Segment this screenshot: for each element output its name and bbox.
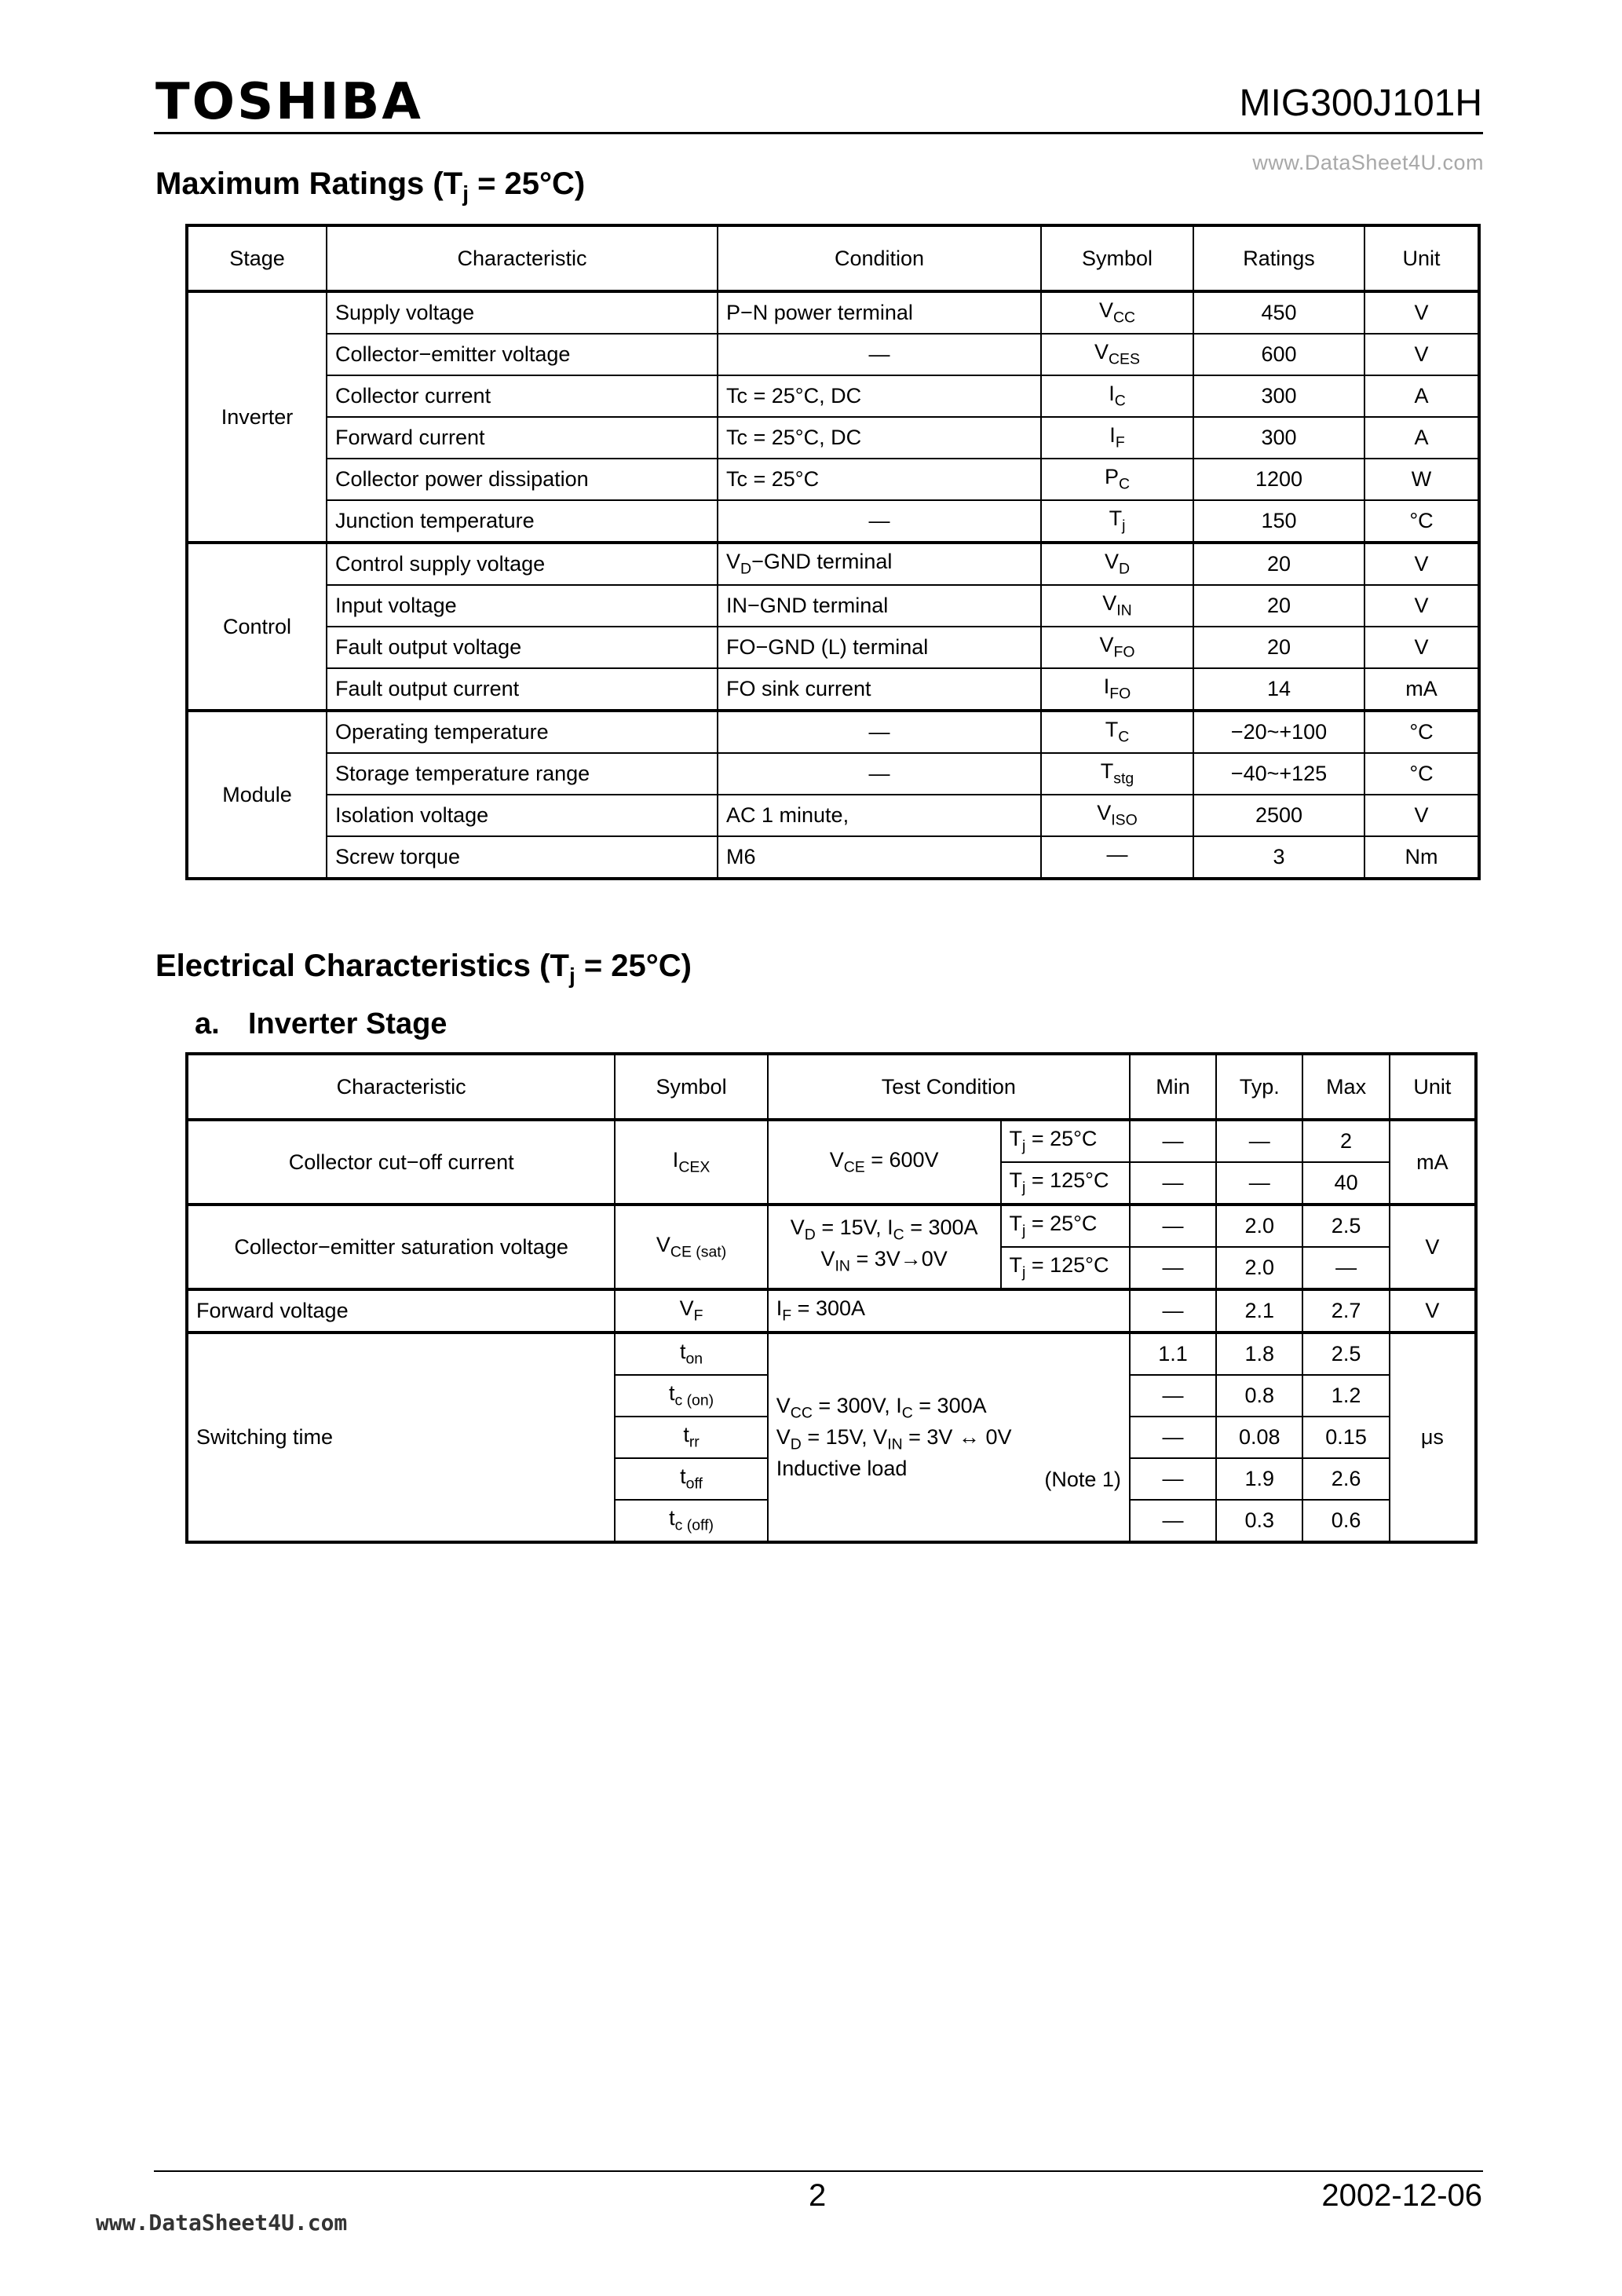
table-header-row: [187, 1054, 1476, 1120]
max-value: 2.7: [1302, 1289, 1389, 1333]
condition-cell: —: [718, 753, 1041, 795]
min-value: —: [1130, 1120, 1216, 1162]
rating-cell: 600: [1193, 334, 1364, 375]
table-row: [187, 753, 1479, 795]
condition-cell: Tc = 25°C, DC: [718, 375, 1041, 417]
characteristic-cell: Supply voltage: [327, 291, 718, 334]
characteristic-cell: Operating temperature: [327, 711, 718, 753]
table-row: [187, 500, 1479, 543]
forward-characteristic: Forward voltage: [187, 1289, 615, 1333]
symbol-cell: $P_C$: [1041, 459, 1193, 500]
max-value: 2.6: [1302, 1458, 1389, 1500]
characteristic-cell: Collector−emitter voltage: [327, 334, 718, 375]
col-header-symbol: Symbol: [615, 1054, 767, 1120]
symbol-cell: $V_D$: [1041, 543, 1193, 585]
tj-condition: $T_j = 25^\circ C$: [1001, 1205, 1130, 1247]
saturation-characteristic: Collector−emitter saturation voltage: [187, 1205, 615, 1289]
unit-cell: V: [1364, 291, 1479, 334]
unit-cell: °C: [1364, 711, 1479, 753]
tj-condition: $T_j = 125^\circ C$: [1001, 1162, 1130, 1205]
symbol-cell: $I_F$: [1041, 417, 1193, 459]
typ-value: 0.8: [1216, 1375, 1302, 1417]
inverter-stage-heading: [195, 1007, 447, 1041]
typ-value: 0.08: [1216, 1417, 1302, 1458]
unit-cell: V: [1364, 334, 1479, 375]
unit-cell: A: [1364, 417, 1479, 459]
rating-cell: 20: [1193, 627, 1364, 668]
min-value: 1.1: [1130, 1333, 1216, 1375]
rating-cell: 2500: [1193, 795, 1364, 836]
col-header-max: Max: [1302, 1054, 1389, 1120]
unit-cell: °C: [1364, 753, 1479, 795]
electrical-title-text: Electrical Characteristics: [155, 949, 532, 983]
symbol-cell: $T_{stg}$: [1041, 753, 1193, 795]
table-row: [187, 291, 1479, 334]
table-row: [187, 668, 1479, 711]
max-value: 0.15: [1302, 1417, 1389, 1458]
table-row: [187, 459, 1479, 500]
document-date: 2002-12-06: [1321, 2178, 1482, 2213]
rating-cell: 300: [1193, 417, 1364, 459]
max-value: 0.6: [1302, 1500, 1389, 1542]
unit-cell: mA: [1364, 668, 1479, 711]
table-row: [187, 1289, 1476, 1333]
symbol-cell: $I_C$: [1041, 375, 1193, 417]
condition-cell: IN−GND terminal: [718, 585, 1041, 627]
unit-cell: V: [1364, 795, 1479, 836]
unit-value: mA: [1390, 1120, 1476, 1205]
characteristic-cell: Forward current: [327, 417, 718, 459]
condition-cell: FO−GND (L) terminal: [718, 627, 1041, 668]
symbol-cell: $V_{IN}$: [1041, 585, 1193, 627]
max-value: 1.2: [1302, 1375, 1389, 1417]
switching-condition: $V_{CC} = 300V$, $I_C = 300A$ $V_D = 15V$, $V_{IN} = 3V$ ↔ 0V Inductive load (Note 1): [768, 1333, 1130, 1542]
unit-cell: V: [1364, 585, 1479, 627]
condition-cell: Tc = 25°C, DC: [718, 417, 1041, 459]
col-header-min: Min: [1130, 1054, 1216, 1120]
condition-cell: AC 1 minute,: [718, 795, 1041, 836]
max-value: —: [1302, 1247, 1389, 1289]
rating-cell: 300: [1193, 375, 1364, 417]
forward-symbol: $V_F$: [615, 1289, 767, 1333]
switching-symbol: $t_{on}$: [615, 1333, 767, 1375]
watermark-link-top[interactable]: www.DataSheet4U.com: [1252, 151, 1484, 174]
col-header-characteristic: Characteristic: [327, 225, 718, 291]
condition-cell: M6: [718, 836, 1041, 879]
symbol-cell: —: [1041, 836, 1193, 879]
min-value: —: [1130, 1289, 1216, 1333]
unit-value: V: [1390, 1205, 1476, 1289]
condition-cell: —: [718, 334, 1041, 375]
max-ratings-title-text: Maximum Ratings: [155, 166, 425, 201]
characteristic-cell: Junction temperature: [327, 500, 718, 543]
min-value: —: [1130, 1205, 1216, 1247]
table-row: [187, 836, 1479, 879]
unit-cell: Nm: [1364, 836, 1479, 879]
condition-cell: Tc = 25°C: [718, 459, 1041, 500]
cutoff-symbol: $I_{CEX}$: [615, 1120, 767, 1205]
col-header-typ: Typ.: [1216, 1054, 1302, 1120]
typ-value: 2.1: [1216, 1289, 1302, 1333]
col-header-unit: Unit: [1364, 225, 1479, 291]
table-row: [187, 543, 1479, 585]
table-row: [187, 375, 1479, 417]
switching-symbol: $t_{off}$: [615, 1458, 767, 1500]
unit-value: μs: [1390, 1333, 1476, 1542]
cutoff-characteristic: Collector cut−off current: [187, 1120, 615, 1205]
symbol-cell: $V_{CC}$: [1041, 291, 1193, 334]
footer-rule: [154, 2170, 1483, 2172]
note-reference: (Note 1): [1044, 1468, 1121, 1491]
symbol-cell: $T_C$: [1041, 711, 1193, 753]
rating-cell: 1200: [1193, 459, 1364, 500]
min-value: —: [1130, 1375, 1216, 1417]
table-row: [187, 1120, 1476, 1162]
typ-value: —: [1216, 1162, 1302, 1205]
typ-value: 1.8: [1216, 1333, 1302, 1375]
rating-cell: 3: [1193, 836, 1364, 879]
symbol-cell: $V_{FO}$: [1041, 627, 1193, 668]
col-header-condition: Condition: [718, 225, 1041, 291]
switching-symbol: $t_{c (off)}$: [615, 1500, 767, 1542]
unit-cell: W: [1364, 459, 1479, 500]
table-row: [187, 795, 1479, 836]
col-header-stage: Stage: [187, 225, 327, 291]
col-header-characteristic: Characteristic: [187, 1054, 615, 1120]
condition-cell: FO sink current: [718, 668, 1041, 711]
typ-value: 2.0: [1216, 1205, 1302, 1247]
brand-logo: TOSHIBA: [155, 73, 423, 131]
table-row: [187, 711, 1479, 753]
switching-characteristic: Switching time: [187, 1333, 615, 1542]
min-value: —: [1130, 1500, 1216, 1542]
table-row: [187, 417, 1479, 459]
rating-cell: 20: [1193, 543, 1364, 585]
min-value: —: [1130, 1247, 1216, 1289]
characteristic-cell: Collector power dissipation: [327, 459, 718, 500]
rating-cell: 450: [1193, 291, 1364, 334]
table-row: [187, 627, 1479, 668]
condition-cell: P−N power terminal: [718, 291, 1041, 334]
page-number: 2: [809, 2178, 827, 2213]
rating-cell: −20~+100: [1193, 711, 1364, 753]
table-row: [187, 1205, 1476, 1247]
max-ratings-table: [185, 224, 1481, 880]
subsection-label: a.: [195, 1007, 220, 1040]
stage-cell: Control: [187, 543, 327, 711]
symbol-cell: $V_{CES}$: [1041, 334, 1193, 375]
saturation-condition: $V_D = 15V$, $I_C = 300A$ $V_{IN} = 3V\to 0V$: [768, 1205, 1001, 1289]
condition-cell: —: [718, 500, 1041, 543]
table-row: [187, 585, 1479, 627]
condition-cell: —: [718, 711, 1041, 753]
characteristic-cell: Isolation voltage: [327, 795, 718, 836]
unit-cell: V: [1364, 627, 1479, 668]
characteristic-cell: Collector current: [327, 375, 718, 417]
switching-symbol: $t_{rr}$: [615, 1417, 767, 1458]
tj-condition: $T_j = 125^\circ C$: [1001, 1247, 1130, 1289]
col-header-test-condition: Test Condition: [768, 1054, 1130, 1120]
unit-cell: A: [1364, 375, 1479, 417]
typ-value: 0.3: [1216, 1500, 1302, 1542]
stage-cell: Module: [187, 711, 327, 879]
col-header-unit: Unit: [1390, 1054, 1476, 1120]
electrical-condition: $(T_j = 25^\circ C)$: [539, 949, 692, 988]
max-value: 2: [1302, 1120, 1389, 1162]
table-row: [187, 334, 1479, 375]
switching-symbol: $t_{c (on)}$: [615, 1375, 767, 1417]
characteristic-cell: Storage temperature range: [327, 753, 718, 795]
symbol-cell: $V_{ISO}$: [1041, 795, 1193, 836]
rating-cell: 150: [1193, 500, 1364, 543]
table-row: [187, 1333, 1476, 1375]
unit-cell: °C: [1364, 500, 1479, 543]
max-value: 2.5: [1302, 1205, 1389, 1247]
col-header-ratings: Ratings: [1193, 225, 1364, 291]
max-ratings-condition: $(T_j = 25^\circ C)$: [433, 166, 586, 206]
max-value: 2.5: [1302, 1333, 1389, 1375]
typ-value: —: [1216, 1120, 1302, 1162]
header-rule: [154, 132, 1483, 134]
watermark-link-bottom[interactable]: www.DataSheet4U.com: [96, 2210, 348, 2236]
characteristic-cell: Control supply voltage: [327, 543, 718, 585]
symbol-cell: $I_{FO}$: [1041, 668, 1193, 711]
characteristic-cell: Screw torque: [327, 836, 718, 879]
part-number: MIG300J101H: [1239, 82, 1482, 124]
condition-cell: $V_D-GND$ terminal: [718, 543, 1041, 585]
max-ratings-title: [155, 168, 585, 205]
rating-cell: −40~+125: [1193, 753, 1364, 795]
cutoff-condition: $V_{CE} = 600V$: [768, 1120, 1001, 1205]
tj-condition: $T_j = 25^\circ C$: [1001, 1120, 1130, 1162]
characteristic-cell: Fault output current: [327, 668, 718, 711]
symbol-cell: $T_j$: [1041, 500, 1193, 543]
characteristic-cell: Fault output voltage: [327, 627, 718, 668]
stage-cell: Inverter: [187, 291, 327, 543]
col-header-symbol: Symbol: [1041, 225, 1193, 291]
min-value: —: [1130, 1162, 1216, 1205]
min-value: —: [1130, 1458, 1216, 1500]
forward-condition: $I_F = 300A$: [768, 1289, 1130, 1333]
electrical-title: [155, 950, 692, 987]
unit-cell: V: [1364, 543, 1479, 585]
min-value: —: [1130, 1417, 1216, 1458]
rating-cell: 14: [1193, 668, 1364, 711]
subsection-title: Inverter Stage: [248, 1007, 448, 1040]
max-value: 40: [1302, 1162, 1389, 1205]
table-header-row: [187, 225, 1479, 291]
saturation-symbol: $V_{CE (sat)}$: [615, 1205, 767, 1289]
characteristic-cell: Input voltage: [327, 585, 718, 627]
typ-value: 2.0: [1216, 1247, 1302, 1289]
unit-value: V: [1390, 1289, 1476, 1333]
rating-cell: 20: [1193, 585, 1364, 627]
typ-value: 1.9: [1216, 1458, 1302, 1500]
inverter-stage-table: [185, 1052, 1478, 1544]
